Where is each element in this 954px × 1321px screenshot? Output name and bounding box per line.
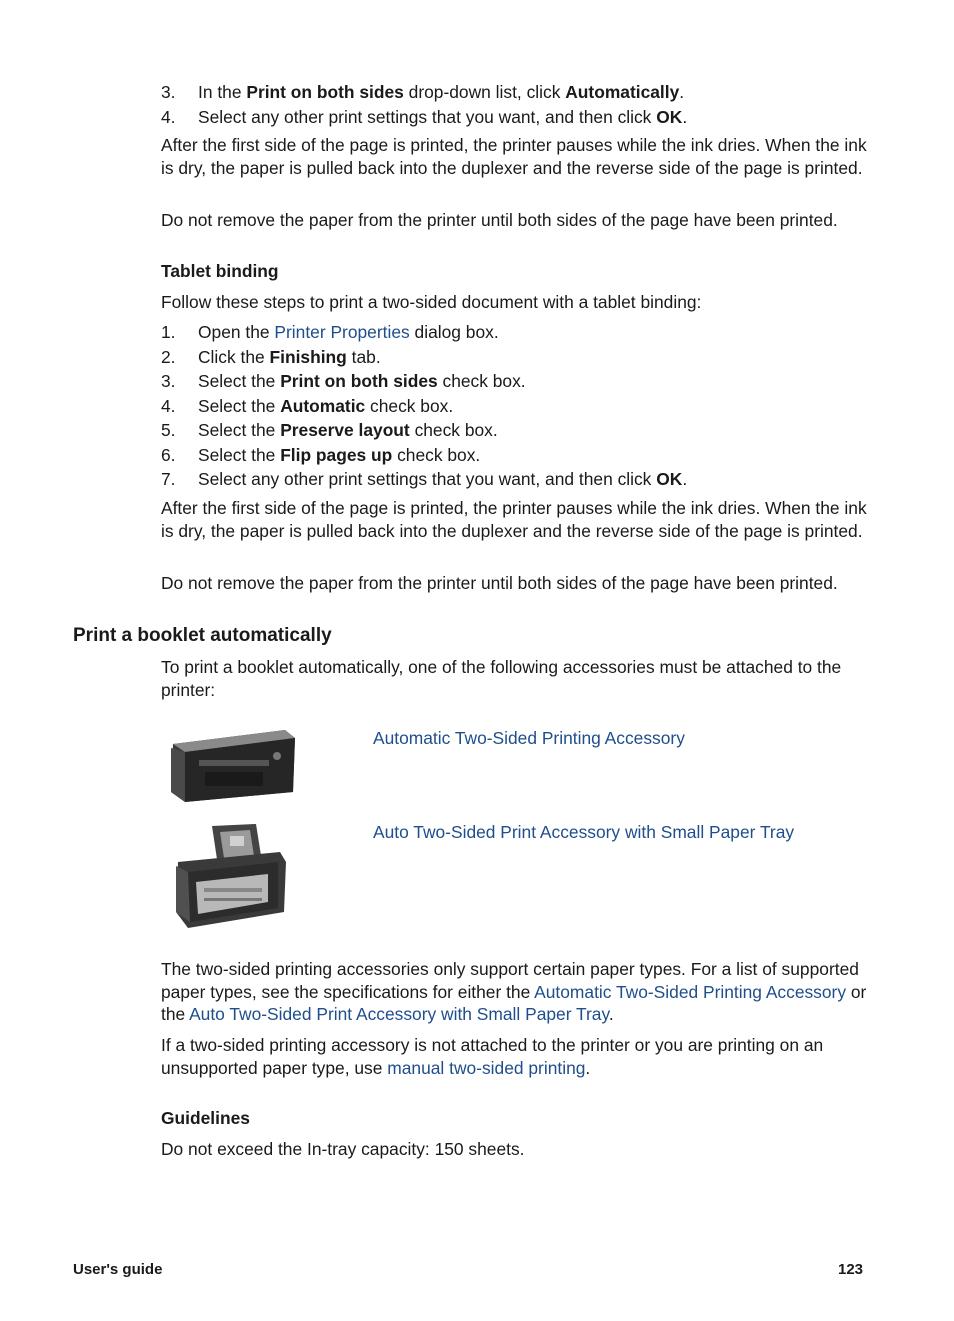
list-item: 1. Open the Printer Properties dialog box. xyxy=(161,322,499,342)
tablet-paragraph-after: After the first side of the page is printed, the printer pauses while the ink dries. When the ink is dry, the paper is pulled back into the duplexer and the reverse side of the page is printed. xyxy=(161,498,867,541)
list-item: 6. Select the Flip pages up check box. xyxy=(161,444,481,465)
step-number: 3. xyxy=(161,82,176,102)
accessory-link-automatic-two-sided[interactable]: Automatic Two-Sided Printing Accessory xyxy=(373,728,685,748)
printer-properties-link[interactable]: Printer Properties xyxy=(274,322,410,342)
manual-two-sided-link[interactable]: manual two-sided printing xyxy=(387,1057,586,1078)
tablet-paragraph-do-not-remove: Do not remove the paper from the printer until both sides of the page have been printed. xyxy=(161,573,838,593)
list-item: 3. Select the Print on both sides check box. xyxy=(161,371,526,391)
duplexer-accessory-image xyxy=(165,726,297,806)
list-item xyxy=(161,106,867,131)
step-text: Select any other print settings that you want, and then click OK. xyxy=(198,106,688,127)
steps-list-top xyxy=(161,81,867,130)
tablet-steps-list xyxy=(161,321,867,493)
support-link-automatic-two-sided[interactable]: Automatic Two-Sided Printing Accessory xyxy=(534,981,847,1002)
heading-tablet-binding: Tablet binding xyxy=(161,261,279,281)
list-item: 5. Select the Preserve layout check box. xyxy=(161,420,498,440)
list-item: 7. Select any other print settings that you want, and then click OK. xyxy=(161,469,688,489)
list-item: 4. Select the Automatic check box. xyxy=(161,395,454,416)
footer-title: User's guide xyxy=(73,1261,163,1278)
heading-print-booklet: Print a booklet automatically xyxy=(73,625,332,646)
booklet-intro: To print a booklet automatically, one of the following accessories must be attached to the printer: xyxy=(161,657,842,700)
page-number: 123 xyxy=(838,1261,864,1278)
step-text: In the Print on both sides drop-down list, click Automatically. xyxy=(198,82,685,102)
booklet-manual-paragraph: If a two-sided printing accessory is not attached to the printer or you are printing on an unsupported paper type, use manual two-sided printing. xyxy=(161,1035,824,1078)
heading-guidelines: Guidelines xyxy=(161,1108,250,1128)
accessory-link-small-paper-tray[interactable]: Auto Two-Sided Print Accessory with Small Paper Tray xyxy=(373,822,795,842)
paragraph-do-not-remove: Do not remove the paper from the printer until both sides of the page have been printed. xyxy=(161,210,838,230)
list-item: 2. Click the Finishing tab. xyxy=(161,346,381,367)
duplexer-small-tray-image xyxy=(170,822,292,932)
step-number: 4. xyxy=(161,106,176,127)
list-item xyxy=(161,81,867,106)
paragraph-after-first-side: After the first side of the page is printed, the printer pauses while the ink dries. When the ink is dry, the paper is pulled back into the duplexer and the reverse side of the page is printed. xyxy=(161,135,867,178)
tablet-intro: Follow these steps to print a two-sided document with a tablet binding: xyxy=(161,292,702,312)
support-link-small-paper-tray[interactable]: Auto Two-Sided Print Accessory with Small Paper Tray xyxy=(189,1004,609,1024)
booklet-support-paragraph: The two-sided printing accessories only support certain paper types. For a list of supported paper types, see the specifications for either the Automatic Two-Sided Printing Accessory or the Auto Two-Sided Print Accessory with Small Paper Tray. xyxy=(161,959,867,1024)
guidelines-text: Do not exceed the In-tray capacity: 150 sheets. xyxy=(161,1139,525,1159)
